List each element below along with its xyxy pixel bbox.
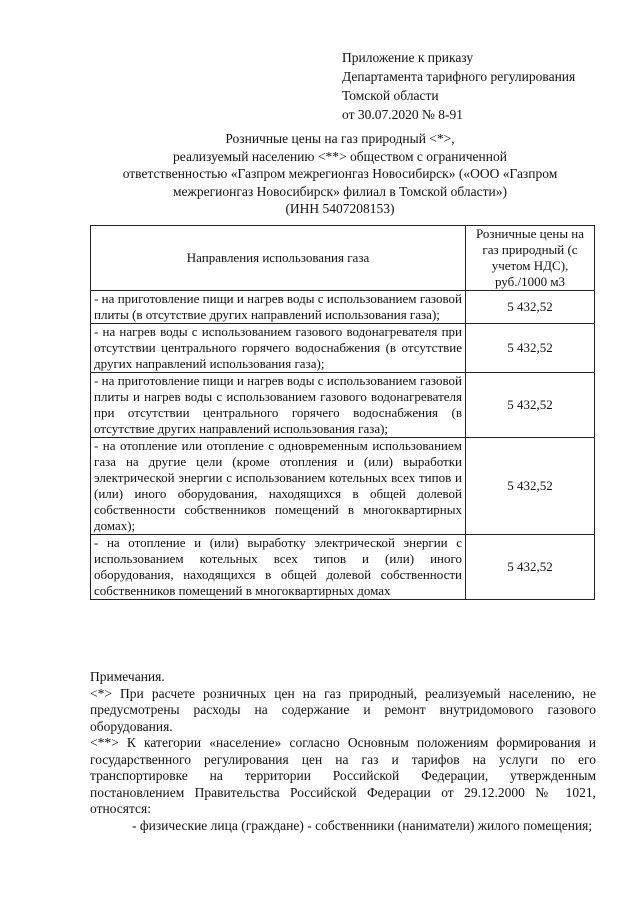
table-row [91, 373, 595, 438]
approval-date-line: от 30.07.2020 № 8-91 [342, 107, 463, 122]
table-row [91, 438, 595, 535]
table-header-row [91, 226, 595, 291]
price-cell: 5 432,52 [466, 324, 595, 373]
heading-line: Розничные цены на газ природный <*>, [225, 131, 455, 146]
note-footnote-2: <**> К категории «население» согласно Основным положениям формирования и государственного регулирования цен на газ и тарифов на услуги по его транспортировке на территории Российской Федерации, утвержденным постановлением Правительства Российской Федерации от 29.12.2000 № 1021, относятся: [90, 735, 596, 816]
approval-line: Томской области [342, 88, 439, 103]
note-footnote-1: <*> При расчете розничных цен на газ природный, реализуемый населению, не предусмотрены расходы на содержание и ремонт внутридомового газового оборудования. [90, 685, 596, 734]
heading-line: межрегионгаз Новосибирск» филиал в Томской области») [173, 183, 507, 199]
direction-cell: - на приготовление пищи и нагрев воды с использованием газовой плиты (в отсутствие других направлений использования газа); [91, 291, 466, 324]
direction-cell: - на приготовление пищи и нагрев воды с использованием газовой плиты и нагрев воды с использованием газового водонагревателя при отсутствии центрального горячего водоснабжения (в отсутствие других направлений использования газа); [91, 373, 466, 438]
price-cell: 5 432,52 [466, 438, 595, 535]
price-cell: 5 432,52 [466, 373, 595, 438]
heading-line: ответственностью «Газпром межрегионгаз Новосибирск» («ООО «Газпром [122, 166, 558, 181]
price-cell: 5 432,52 [466, 535, 595, 600]
direction-cell: - на отопление и (или) выработку электрической энергии с использованием котельных всех типов и (или) иного оборудования, находящихся в общей долевой собственности собственников помещений в многоквартирных домах [91, 535, 466, 600]
table-row [91, 291, 595, 324]
notes-title: Примечания. [90, 669, 165, 684]
document-heading [120, 130, 560, 218]
heading-line: реализуемый населению <**> обществом с ограниченной [173, 148, 507, 164]
direction-cell: - на нагрев воды с использованием газового водонагревателя при отсутствии центрального горячего водоснабжения (в отсутствие других направлений использования газа); [91, 324, 466, 373]
header-direction: Направления использования газа [91, 226, 466, 291]
approval-line: Департамента тарифного регулирования [342, 69, 576, 84]
price-table [90, 225, 595, 600]
table-row [91, 324, 595, 373]
heading-inn-line: (ИНН 5407208153) [285, 201, 395, 216]
notes-section [90, 669, 596, 834]
header-price: Розничные цены на газ природный (с учетом НДС), руб./1000 м3 [466, 226, 595, 291]
price-cell: 5 432,52 [466, 291, 595, 324]
approval-block [342, 48, 575, 124]
direction-cell: - на отопление или отопление с одновременным использованием газа на другие цели (кроме отопления и (или) выработки электрической энергии с использованием котельных всех типов и (или) иного оборудования, находящихся в общей долевой собственности собственников помещений в многоквартирных домах); [91, 438, 466, 535]
approval-line: Приложение к приказу [342, 50, 474, 65]
note-list-item: - физические лица (граждане) - собственники (наниматели) жилого помещения; [132, 817, 593, 833]
table-row [91, 535, 595, 600]
